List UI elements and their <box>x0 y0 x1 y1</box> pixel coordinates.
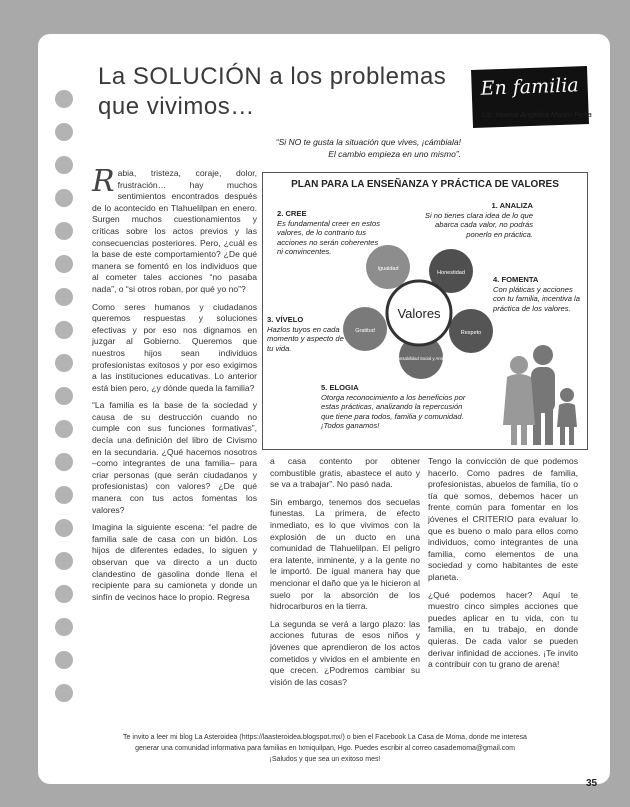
petal-label: Igualdad <box>377 266 399 272</box>
step-text: Con pláticas y acciones con tu familia, incentiva la práctica de los valores. <box>493 284 580 313</box>
author-name: Lic. Norma Angélica Martín Peña <box>482 110 592 119</box>
center-label: Valores <box>397 306 441 321</box>
author-footer-note <box>90 732 560 765</box>
paragraph: Como seres humanos y ciudadanos queremos respuestas y soluciones efectivas y por eso nos dignamos en juzgar al Gobierno. Queremos que nuestros hijos sean individuos profesionistas exitosos y por eso exigimos a las instituciones educativas. Lo anterior está bien pero, ¿y dónde queda la familia? <box>92 301 257 393</box>
binder-hole <box>55 651 73 669</box>
petal-label: Gratitud <box>355 328 375 334</box>
article-title: La SOLUCIÓN a los problemas que vivimos… <box>98 63 447 120</box>
binder-hole <box>55 255 73 273</box>
step-label: 3. VÍVELO <box>267 315 304 324</box>
article-column-1 <box>92 164 257 609</box>
paragraph: La segunda se verá a largo plazo: las acciones futuras de esos niños y jóvenes que aprendieron de los actos cometidos y vividos en el ambiente en que crecen. ¿Podremos cambiar su visión de las cosas? <box>270 618 420 687</box>
petal-label: Honestidad <box>437 270 465 276</box>
step-promote <box>493 275 585 313</box>
step-label: 5. ELOGIA <box>321 383 359 392</box>
drop-cap: R <box>92 164 115 199</box>
binder-hole <box>55 585 73 603</box>
paragraph: “La familia es la base de la sociedad y causa de su destrucción cuando no cumple con sus funciones formativas”, decía una definición del libro de Civismo en la secundaria. ¿Qué hacemos nosotros –como integrantes de una familia– para criar personas (que serán ciudadanos y profesionistas) con valores? ¿De qué manera con tus actos fomentas los valores? <box>92 400 257 515</box>
step-praise <box>321 383 471 431</box>
step-label: 2. CREE <box>277 209 307 218</box>
step-text: Es fundamental creer en estos valores, de lo contrario tus acciones no serán coherentes ni convincentes. <box>277 218 380 257</box>
binder-holes <box>55 90 75 717</box>
section-badge-label: En familia <box>480 74 580 100</box>
binder-hole <box>55 519 73 537</box>
binder-hole <box>55 156 73 174</box>
binder-hole <box>55 288 73 306</box>
epigraph-quote <box>236 136 461 160</box>
article-column-2 <box>270 456 420 694</box>
binder-hole <box>55 453 73 471</box>
paragraph: Sin embargo, tenemos dos secuelas funestas. La primera, de efecto inmediato, es lo que vivimos con la explosión de un ducto en una comunidad de Tlahuelilpan. El peligro era latente, inminente, y a la gente no le importó. De igual manera hay que mencionar el daño que ya le hicieron al suelo por la absorción de los hidrocarburos en la tierra. <box>270 496 420 612</box>
paragraph: a casa contento por obtener combustible gratis, abastece el auto y se va a trabajar”. No pasó nada. <box>270 456 420 490</box>
paragraph: Tengo la convicción de que podemos hacerlo. Como padres de familia, profesionistas, abuelos de familia, tío o tía que somos, debemos hacer un frente común para fomentar en los jóvenes el CRITERIO para evaluar lo que es bueno o malo para ellos como individuos, como integrantes de una familia, como elementos de una sociedad y como habitantes de este planeta. <box>428 456 578 582</box>
step-text: Si no tienes clara idea de lo que abarca cada valor, no podrás ponerlo en práctica. <box>424 210 533 239</box>
paragraph: ¿Qué podemos hacer? Aquí te muestro cinco simples acciones que puedes aplicar en tu vida, con tu familia, en tu trabajo, en donde quieras. De cada valor se pueden derivar infinidad de acciones. ¡Te invito a contribuir con tu grano de arena! <box>428 589 578 670</box>
binder-hole <box>55 123 73 141</box>
step-text: Otorga reconocimiento a los beneficios por estas prácticas, analizando la repercusión que tiene para todos, familia y comunidad. ¡Todos ganamos! <box>321 392 466 431</box>
petal-label: Respeto <box>460 330 482 336</box>
infographic-title: PLAN PARA LA ENSEÑANZA Y PRÁCTICA DE VALORES <box>291 179 559 190</box>
quote-line: El cambio empieza en uno mismo”. <box>328 149 461 159</box>
binder-hole <box>55 189 73 207</box>
binder-hole <box>55 420 73 438</box>
petal-label: Responsabilidad Social y Ambiental <box>387 356 455 361</box>
binder-hole <box>55 618 73 636</box>
binder-hole <box>55 354 73 372</box>
values-flower-diagram <box>343 243 493 379</box>
footer-line: generar una comunidad informativa para familias en Ixmiquilpan, Hgo. Puedes escribir al correo casademoma@gmail.com <box>135 745 515 752</box>
step-label: 1. ANALIZA <box>491 201 533 210</box>
step-label: 4. FOMENTA <box>493 275 539 284</box>
article-column-3 <box>428 456 578 677</box>
binder-hole <box>55 387 73 405</box>
paragraph: Imagina la siguiente escena: “el padre de familia sale de casa con un bidón. Los hijos de diferentes edades, lo siguen y observan que va directo a un ducto clandestino de gasolina donde llena el recipiente para su camioneta y donde un sinfín de vecinos hace lo propio. Regresa <box>92 522 257 602</box>
step-analyze <box>421 201 533 239</box>
binder-hole <box>55 552 73 570</box>
paragraph-text: abia, tristeza, coraje, dolor, frustración… hay muchos sentimientos encontrados después de lo acontecido en Tlahuelilpan en enero. Surgen muchos cuestionamientos y críticas sobre los actos previos y las consecuencias posteriores. Pero, ¿cuál es la base de este comportamiento? ¿De qué manera se fomentó en los individuos que al cometer tales acciones “no pasaba nada”, o “si otros roban, por qué yo no”? <box>92 168 257 294</box>
step-text: Hazlos tuyos en cada momento y aspecto de tu vida. <box>267 324 344 353</box>
binder-hole <box>55 222 73 240</box>
quote-line: “Si NO te gusta la situación que vives, ¡cámbiala! <box>275 137 461 147</box>
binder-hole <box>55 321 73 339</box>
footer-line: ¡Saludos y que sea un exitoso mes! <box>269 756 381 763</box>
binder-hole <box>55 90 73 108</box>
footer-line: Te invito a leer mi blog La Asteroidea (https://laasteroidea.blogspot.mx/) o bien el Facebook La Casa de Moma, donde me interesa <box>123 734 527 741</box>
step-live-it <box>267 315 349 353</box>
binder-hole <box>55 684 73 702</box>
values-plan-infographic <box>262 172 588 450</box>
page-number: 35 <box>586 778 598 789</box>
paragraph <box>92 164 257 296</box>
binder-hole <box>55 486 73 504</box>
family-illustration <box>499 343 583 447</box>
